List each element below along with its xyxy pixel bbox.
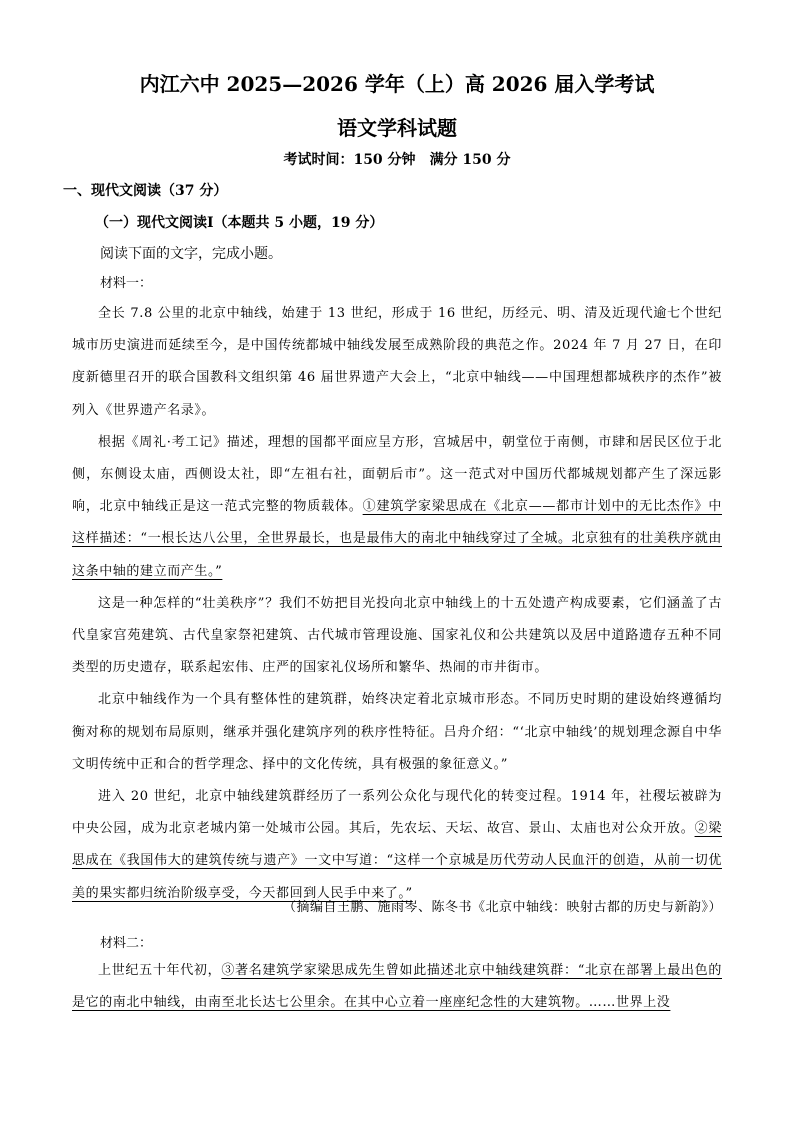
reading-instruction: 阅读下面的文字，完成小题。 [100,246,282,262]
source-citation: （摘编自王鹏、施雨岑、陈冬书《北京中轴线：映射古都的历史与新韵》） [282,900,722,915]
sub-section-heading: （一）现代文阅读Ⅰ（本题共 5 小题，19 分） [95,215,384,231]
paragraph [72,955,722,1019]
paragraph: 这是一种怎样的“壮美秩序”？我们不妨把目光投向北京中轴线上的十五处遗产构成要素，它们涵盖了古代皇家宫苑建筑、古代皇家祭祀建筑、古代城市管理设施、国家礼仪和公共建筑以及居中道路遗存五种不同类型的历史遗存，联系起宏伟、庄严的国家礼仪场所和繁华、热闹的市井街市。 [72,595,722,676]
exam-subtitle: 语文学科试题 [337,116,457,140]
paragraph: 全长 7.8 公里的北京中轴线，始建于 13 世纪，形成于 16 世纪，历经元、明、清及近现代逾七个世纪城市历史演进而延续至今，是中国传统都城中轴线发展至成熟阶段的典范之作。2024 年 7 月 27 日，在印度新德里召开的联合国教科文组织第 46 届世界遗产大会上，“北京中轴线——中国理想都城秩序的杰作”被列入《世界遗产名录》。 [72,306,722,418]
material-two-label: 材料二： [100,936,153,951]
paragraph [72,781,722,910]
underlined-quote-2: ②梁思成在《我国伟大的建筑传统与遗产》一文中写道：“这样一个京城是历代劳动人民血汗的创造，从前一切优美的果实都归统治阶级享受，今天都回到人民手中来了。” [72,821,722,901]
paragraph [72,427,722,588]
paragraph-text: 根据《周礼·考工记》描述，理想的国都平面应呈方形，宫城居中，朝堂位于南侧，市肆和居民区位于北侧，东侧设太庙，西侧设太社，即“左祖右社，面朝后市”。这一范式对中国历代都城规划都产生了深远影响，北京中轴线正是这一范式完整的物质载体。 [72,434,722,515]
material-two-body [72,955,722,1019]
exam-info [0,150,794,170]
underlined-quote-3: ③著名建筑学家梁思成先生曾如此描述北京中轴线建筑群：“北京在部署上最出色的是它的南北中轴线，由南至北长达七公里余。在其中心立着一座座纪念性的大建筑物。……世界上没 [72,963,722,1011]
section-heading: 一、现代文阅读（37 分） [63,183,228,199]
material-one-body [72,298,722,910]
material-one-label: 材料一： [100,276,153,291]
paragraph-text: 上世纪五十年代初， [98,963,222,978]
exam-title: 内江六中 2025—2026 学年（上）高 2026 届入学考试 [139,72,655,96]
underlined-quote-1: ①建筑学家梁思成在《北京——都市计划中的无比杰作》中这样描述：“一根长达八公里，全世界最长，也是最伟大的南北中轴线穿过了全城。北京独有的壮美秩序就由这条中轴的建立而产生。” [72,499,722,579]
exam-time: 考试时间：150 分钟 [283,152,416,168]
paragraph: 北京中轴线作为一个具有整体性的建筑群，始终决定着北京城市形态。不同历史时期的建设始终遵循均衡对称的规划布局原则，继承并强化建筑序列的秩序性特征。吕舟介绍：“‘北京中轴线’的规划理念源自中华文明传统中正和合的哲学理念、择中的文化传统，具有极强的象征意义。” [72,692,722,772]
exam-full-score: 满分 150 分 [429,152,511,168]
paragraph-text: 进入 20 世纪，北京中轴线建筑群经历了一系列公众化与现代化的转变过程。1914 年，社稷坛被辟为中央公园，成为北京老城内第一处城市公园。其后，先农坛、天坛、故宫、景山、太庙也对公众开放。 [72,789,722,837]
